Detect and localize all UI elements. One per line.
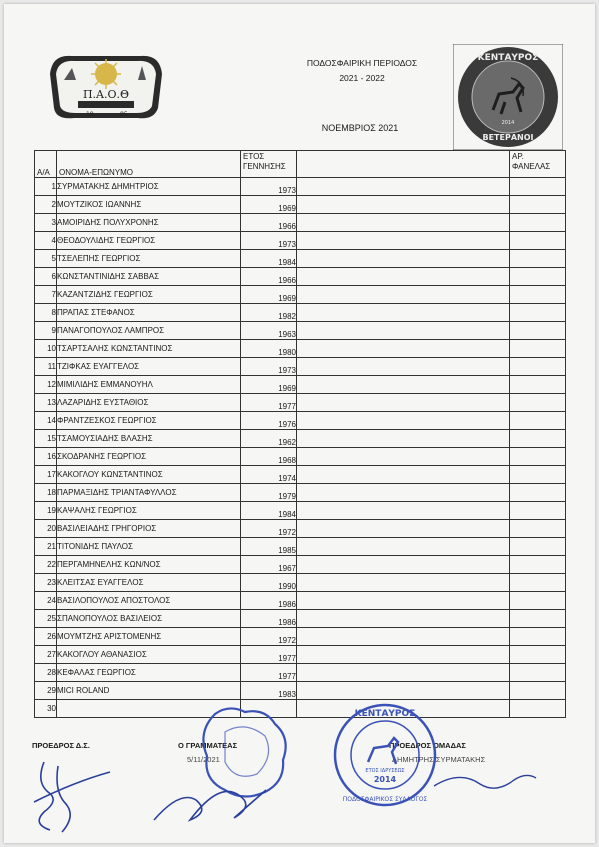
president-signature bbox=[14, 752, 124, 838]
col-header-jersey-line2: ΦΑΝΕΛΑΣ bbox=[512, 162, 551, 171]
player-name: ΤΙΤΟΝΙΔΗΣ ΠΑΥΛΟΣ bbox=[57, 538, 241, 556]
table-row bbox=[35, 700, 566, 718]
jersey-number-cell bbox=[510, 214, 566, 232]
col-header-blank bbox=[297, 151, 510, 178]
table-row bbox=[35, 664, 566, 682]
jersey-number-cell bbox=[510, 268, 566, 286]
col-header-name: ΟΝΟΜΑ-ΕΠΩΝΥΜΟ bbox=[57, 151, 241, 178]
player-name: ΚΛΕΙΤΣΑΣ ΕΥΑΓΓΕΛΟΣ bbox=[57, 574, 241, 592]
jersey-number-cell bbox=[510, 304, 566, 322]
kentavros-veterans-logo bbox=[453, 44, 563, 150]
jersey-number-cell bbox=[510, 322, 566, 340]
birth-year: 1979 bbox=[241, 484, 297, 502]
player-name: ΜΙΜΙΛΙΔΗΣ ΕΜΜΑΝΟΥΗΛ bbox=[57, 376, 241, 394]
jersey-number-cell bbox=[510, 574, 566, 592]
jersey-number-cell bbox=[510, 466, 566, 484]
player-name: ΒΑΣΙΛΟΠΟΥΛΟΣ ΑΠΟΣΤΟΛΟΣ bbox=[57, 592, 241, 610]
jersey-number-cell bbox=[510, 700, 566, 718]
blank-cell bbox=[297, 286, 510, 304]
table-row bbox=[35, 538, 566, 556]
row-number: 22 bbox=[35, 556, 57, 574]
table-row bbox=[35, 340, 566, 358]
blank-cell bbox=[297, 322, 510, 340]
player-name: ΣΚΟΔΡΑΝΗΣ ΓΕΩΡΓΙΟΣ bbox=[57, 448, 241, 466]
row-number: 24 bbox=[35, 592, 57, 610]
player-name: ΚΑΨΑΛΗΣ ΓΕΩΡΓΙΟΣ bbox=[57, 502, 241, 520]
jersey-number-cell bbox=[510, 196, 566, 214]
birth-year: 1977 bbox=[241, 646, 297, 664]
row-number: 3 bbox=[35, 214, 57, 232]
jersey-number-cell bbox=[510, 250, 566, 268]
player-name: ΤΣΑΜΟΥΣΙΑΔΗΣ ΒΛΑΣΗΣ bbox=[57, 430, 241, 448]
birth-year: 1985 bbox=[241, 538, 297, 556]
birth-year: 1963 bbox=[241, 322, 297, 340]
jersey-number-cell bbox=[510, 394, 566, 412]
row-number: 26 bbox=[35, 628, 57, 646]
row-number: 29 bbox=[35, 682, 57, 700]
table-row bbox=[35, 232, 566, 250]
table-row bbox=[35, 286, 566, 304]
birth-year: 1986 bbox=[241, 610, 297, 628]
table-row bbox=[35, 592, 566, 610]
row-number: 8 bbox=[35, 304, 57, 322]
club-stamp-year-label: ΕΤΟΣ ΙΔΡΥΣΕΩΣ bbox=[365, 768, 405, 774]
blank-cell bbox=[297, 664, 510, 682]
table-row bbox=[35, 430, 566, 448]
row-number: 19 bbox=[35, 502, 57, 520]
birth-year: 1972 bbox=[241, 520, 297, 538]
jersey-number-cell bbox=[510, 502, 566, 520]
logo-year-right: 85 bbox=[120, 111, 128, 118]
row-number: 18 bbox=[35, 484, 57, 502]
jersey-number-cell bbox=[510, 412, 566, 430]
player-name: ΠΑΡΜΑΞΙΔΗΣ ΤΡΙΑΝΤΑΦΥΛΛΟΣ bbox=[57, 484, 241, 502]
birth-year: 1968 bbox=[241, 448, 297, 466]
row-number: 4 bbox=[35, 232, 57, 250]
player-name: ΠΡΑΠΑΣ ΣΤΕΦΑΝΟΣ bbox=[57, 304, 241, 322]
row-number: 10 bbox=[35, 340, 57, 358]
jersey-number-cell bbox=[510, 592, 566, 610]
row-number: 20 bbox=[35, 520, 57, 538]
jersey-number-cell bbox=[510, 556, 566, 574]
blank-cell bbox=[297, 574, 510, 592]
birth-year: 1966 bbox=[241, 214, 297, 232]
row-number: 9 bbox=[35, 322, 57, 340]
blank-cell bbox=[297, 628, 510, 646]
row-number: 28 bbox=[35, 664, 57, 682]
birth-year: 1977 bbox=[241, 394, 297, 412]
jersey-number-cell bbox=[510, 628, 566, 646]
col-header-birth-year-line1: ΕΤΟΣ bbox=[243, 152, 265, 161]
jersey-number-cell bbox=[510, 358, 566, 376]
blank-cell bbox=[297, 520, 510, 538]
row-number: 12 bbox=[35, 376, 57, 394]
jersey-number-cell bbox=[510, 520, 566, 538]
row-number: 15 bbox=[35, 430, 57, 448]
player-name: ΜΟΥΤΖΙΚΟΣ ΙΩΑΝΝΗΣ bbox=[57, 196, 241, 214]
birth-year: 1962 bbox=[241, 430, 297, 448]
right-logo-bottom-text: ΒΕΤΕΡΑΝΟΙ bbox=[482, 133, 534, 142]
row-number: 16 bbox=[35, 448, 57, 466]
birth-year: 1983 bbox=[241, 682, 297, 700]
birth-year: 1976 bbox=[241, 412, 297, 430]
blank-cell bbox=[297, 412, 510, 430]
blank-cell bbox=[297, 214, 510, 232]
table-row bbox=[35, 556, 566, 574]
jersey-number-cell bbox=[510, 340, 566, 358]
table-row bbox=[35, 376, 566, 394]
birth-year: 1984 bbox=[241, 502, 297, 520]
table-row bbox=[35, 628, 566, 646]
jersey-number-cell bbox=[510, 376, 566, 394]
paoth-logo bbox=[42, 50, 170, 122]
blank-cell bbox=[297, 502, 510, 520]
jersey-number-cell bbox=[510, 232, 566, 250]
birth-year: 1990 bbox=[241, 574, 297, 592]
jersey-number-cell bbox=[510, 286, 566, 304]
birth-year: 1986 bbox=[241, 592, 297, 610]
player-name: ΣΥΡΜΑΤΑΚΗΣ ΔΗΜΗΤΡΙΟΣ bbox=[57, 178, 241, 196]
table-row bbox=[35, 448, 566, 466]
table-row bbox=[35, 574, 566, 592]
jersey-number-cell bbox=[510, 448, 566, 466]
team-president-name: ΔΗΜΗΤΡΗΣ ΣΥΡΜΑΤΑΚΗΣ bbox=[392, 755, 486, 764]
birth-year: 1969 bbox=[241, 196, 297, 214]
table-row bbox=[35, 268, 566, 286]
row-number: 5 bbox=[35, 250, 57, 268]
blank-cell bbox=[297, 610, 510, 628]
birth-year: 1974 bbox=[241, 466, 297, 484]
blank-cell bbox=[297, 556, 510, 574]
blank-cell bbox=[297, 538, 510, 556]
player-name: ΠΕΡΓΑΜΗΝΕΛΗΣ ΚΩΝ/ΝΟΣ bbox=[57, 556, 241, 574]
player-name: ΜΟΥΜΤΖΗΣ ΑΡΙΣΤΟΜΕΝΗΣ bbox=[57, 628, 241, 646]
birth-year: 1980 bbox=[241, 340, 297, 358]
blank-cell bbox=[297, 448, 510, 466]
jersey-number-cell bbox=[510, 484, 566, 502]
row-number: 27 bbox=[35, 646, 57, 664]
table-row bbox=[35, 394, 566, 412]
table-header-row bbox=[35, 151, 566, 178]
jersey-number-cell bbox=[510, 664, 566, 682]
row-number: 23 bbox=[35, 574, 57, 592]
table-row bbox=[35, 520, 566, 538]
table-row bbox=[35, 214, 566, 232]
logo-year-left: 19 bbox=[86, 111, 94, 118]
blank-cell bbox=[297, 484, 510, 502]
row-number: 17 bbox=[35, 466, 57, 484]
table-row bbox=[35, 502, 566, 520]
jersey-number-cell bbox=[510, 646, 566, 664]
period-years: 2021 - 2022 bbox=[339, 73, 385, 83]
jersey-number-cell bbox=[510, 538, 566, 556]
period-title: ΠΟΔΟΣΦΑΙΡΙΚΗ ΠΕΡΙΟΔΟΣ bbox=[306, 58, 418, 68]
birth-year: 1967 bbox=[241, 556, 297, 574]
row-number: 13 bbox=[35, 394, 57, 412]
jersey-number-cell bbox=[510, 430, 566, 448]
blank-cell bbox=[297, 304, 510, 322]
birth-year: 1966 bbox=[241, 268, 297, 286]
birth-year: 1969 bbox=[241, 286, 297, 304]
birth-year: 1984 bbox=[241, 250, 297, 268]
birth-year: 1973 bbox=[241, 358, 297, 376]
jersey-number-cell bbox=[510, 178, 566, 196]
birth-year: 1972 bbox=[241, 628, 297, 646]
right-logo-top-text: ΚΕΝΤΑΥΡΟΣ bbox=[477, 53, 539, 63]
team-president-signature bbox=[430, 764, 540, 804]
blank-cell bbox=[297, 646, 510, 664]
player-name: ΤΖΙΦΚΑΣ ΕΥΑΓΓΕΛΟΣ bbox=[57, 358, 241, 376]
secretary-signature bbox=[150, 770, 270, 830]
blank-cell bbox=[297, 178, 510, 196]
col-header-birth-year bbox=[241, 151, 297, 178]
player-name: ΚΕΦΑΛΑΣ ΓΕΩΡΓΙΟΣ bbox=[57, 664, 241, 682]
roster-table bbox=[34, 150, 566, 718]
blank-cell bbox=[297, 196, 510, 214]
blank-cell bbox=[297, 358, 510, 376]
player-name: ΤΣΕΛΕΠΗΣ ΓΕΩΡΓΙΟΣ bbox=[57, 250, 241, 268]
col-header-aa: Α/Α bbox=[35, 151, 57, 178]
row-number: 21 bbox=[35, 538, 57, 556]
blank-cell bbox=[297, 250, 510, 268]
club-stamp-top-text: ΚΕΝΤΑΥΡΟΣ bbox=[354, 709, 416, 719]
club-stamp-bottom-text: ΠΟΔΟΣΦΑΙΡΙΚΟΣ ΣΥΛΛΟΓΟΣ bbox=[342, 796, 428, 803]
player-name: ΠΑΝΑΓΟΠΟΥΛΟΣ ΛΑΜΠΡΟΣ bbox=[57, 322, 241, 340]
row-number: 11 bbox=[35, 358, 57, 376]
blank-cell bbox=[297, 394, 510, 412]
month-label: ΝΟΕΜΒΡΙΟΣ 2021 bbox=[321, 123, 399, 133]
birth-year: 1977 bbox=[241, 664, 297, 682]
blank-cell bbox=[297, 682, 510, 700]
table-row bbox=[35, 322, 566, 340]
logo-title-text: Π.Α.Ο.Θ bbox=[82, 88, 130, 101]
player-name: ΚΩΝΣΤΑΝΤΙΝΙΔΗΣ ΣΑΒΒΑΣ bbox=[57, 268, 241, 286]
player-name: ΦΡΑΝΤΖΕΣΚΟΣ ΓΕΩΡΓΙΟΣ bbox=[57, 412, 241, 430]
player-name: ΚΑΖΑΝΤΖΙΔΗΣ ΓΕΩΡΓΙΟΣ bbox=[57, 286, 241, 304]
row-number: 7 bbox=[35, 286, 57, 304]
row-number: 2 bbox=[35, 196, 57, 214]
player-name: ΤΣΑΡΤΣΑΛΗΣ ΚΩΝΣΤΑΝΤΙΝΟΣ bbox=[57, 340, 241, 358]
president-ds-label: ΠΡΟΕΔΡΟΣ Δ.Σ. bbox=[32, 741, 90, 750]
team-president-label: ΠΡΟΕΔΡΟΣ ΟΜΑΔΑΣ bbox=[389, 741, 466, 750]
col-header-jersey-line1: ΑΡ. bbox=[512, 152, 524, 161]
player-name: ΛΑΖΑΡΙΔΗΣ ΕΥΣΤΑΘΙΟΣ bbox=[57, 394, 241, 412]
birth-year: 1973 bbox=[241, 232, 297, 250]
player-name: ΑΜΟΙΡΙΔΗΣ ΠΟΛΥΧΡΟΝΗΣ bbox=[57, 214, 241, 232]
col-header-jersey bbox=[510, 151, 566, 178]
row-number: 14 bbox=[35, 412, 57, 430]
right-logo-year: 2014 bbox=[501, 120, 515, 126]
table-row bbox=[35, 412, 566, 430]
table-row bbox=[35, 646, 566, 664]
table-row bbox=[35, 196, 566, 214]
player-name: ΚΑΚΟΓΛΟΥ ΑΘΑΝΑΣΙΟΣ bbox=[57, 646, 241, 664]
club-stamp bbox=[330, 700, 440, 810]
blank-cell bbox=[297, 592, 510, 610]
player-name: ΘΕΟΔΟΥΛΙΔΗΣ ΓΕΩΡΓΙΟΣ bbox=[57, 232, 241, 250]
player-name: ΣΠΑΝΟΠΟΥΛΟΣ ΒΑΣΙΛΕΙΟΣ bbox=[57, 610, 241, 628]
secretary-label: Ο ΓΡΑΜΜΑΤΕΑΣ bbox=[178, 741, 238, 750]
birth-year: 1982 bbox=[241, 304, 297, 322]
blank-cell bbox=[297, 466, 510, 484]
jersey-number-cell bbox=[510, 682, 566, 700]
blank-cell bbox=[297, 340, 510, 358]
row-number: 30 bbox=[35, 700, 57, 718]
table-row bbox=[35, 682, 566, 700]
table-row bbox=[35, 358, 566, 376]
table-row bbox=[35, 466, 566, 484]
blank-cell bbox=[297, 268, 510, 286]
secretary-date: 5/11/2021 bbox=[187, 755, 220, 764]
table-row bbox=[35, 484, 566, 502]
table-row bbox=[35, 304, 566, 322]
row-number: 25 bbox=[35, 610, 57, 628]
table-row bbox=[35, 610, 566, 628]
birth-year: 1973 bbox=[241, 178, 297, 196]
blank-cell bbox=[297, 376, 510, 394]
row-number: 6 bbox=[35, 268, 57, 286]
table-row bbox=[35, 250, 566, 268]
birth-year: 1969 bbox=[241, 376, 297, 394]
player-name: ΚΑΚΟΓΛΟΥ ΚΩΝΣΤΑΝΤΙΝΟΣ bbox=[57, 466, 241, 484]
col-header-birth-year-line2: ΓΕΝΝΗΣΗΣ bbox=[243, 162, 286, 171]
player-name: MICI ROLAND bbox=[57, 682, 241, 700]
table-row bbox=[35, 178, 566, 196]
jersey-number-cell bbox=[510, 610, 566, 628]
blank-cell bbox=[297, 430, 510, 448]
blank-cell bbox=[297, 232, 510, 250]
player-name: ΒΑΣΙΛΕΙΑΔΗΣ ΓΡΗΓΟΡΙΟΣ bbox=[57, 520, 241, 538]
club-stamp-year: 2014 bbox=[373, 775, 397, 784]
row-number: 1 bbox=[35, 178, 57, 196]
